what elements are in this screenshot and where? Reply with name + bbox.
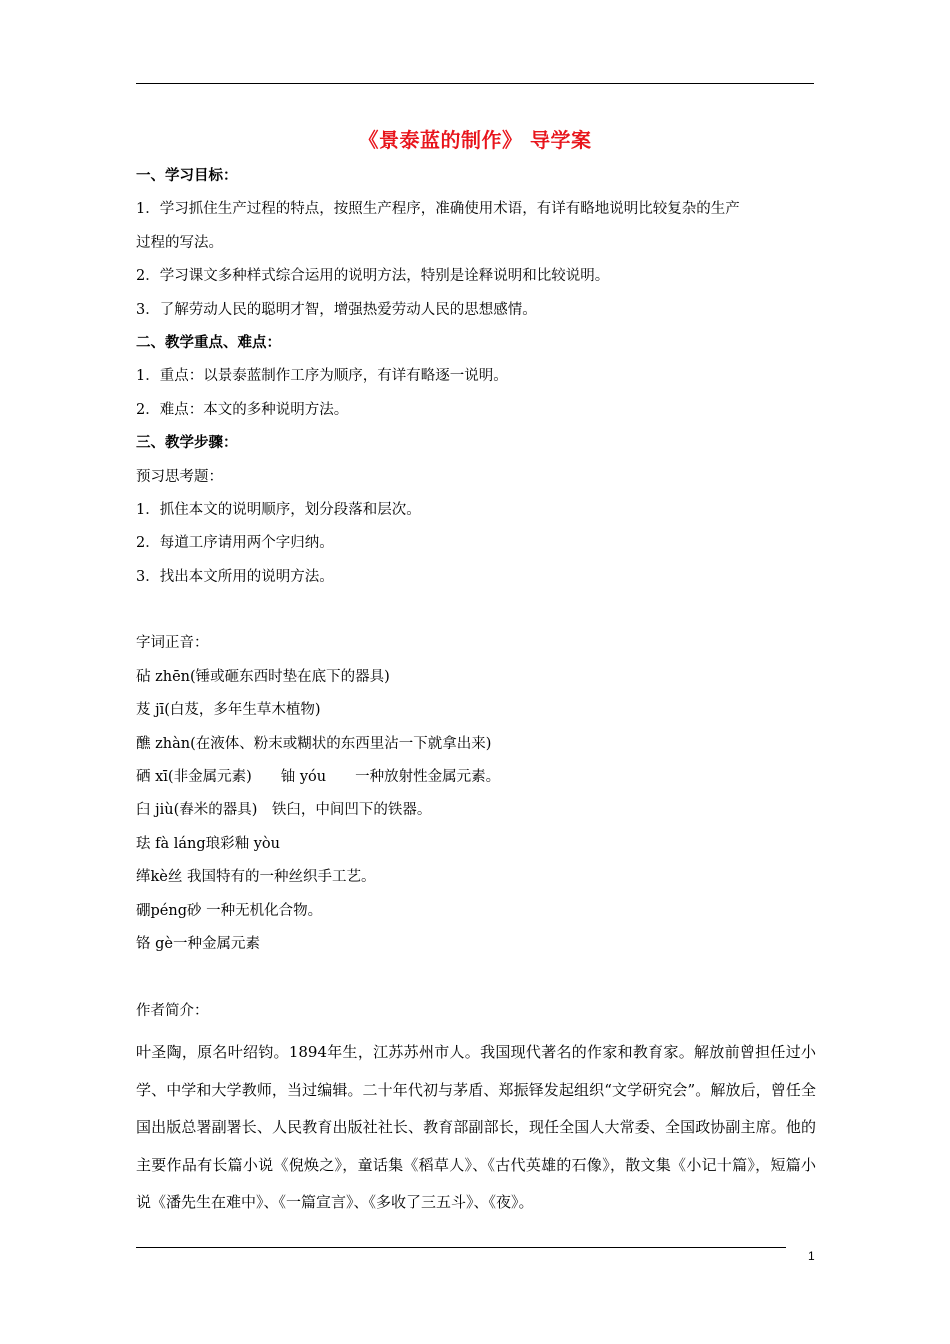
preview-label: 预习思考题：: [136, 468, 223, 485]
footer-rule: [136, 1247, 786, 1248]
pronunciation-item: 珐 fà láng琅彩釉 yòu: [136, 835, 281, 852]
goal-item: 2．学习课文多种样式综合运用的说明方法，特别是诠释说明和比较说明。: [136, 268, 610, 285]
author-bio: 叶圣陶，原名叶绍钧。1894年生，江苏苏州市人。我国现代著名的作家和教育家。解放前曾担任过小学、中学和大学教师，当过编辑。二十年代初与茅盾、郑振铎发起组织“文学研究会”。解放后，曾任全国出版总署副署长、人民教育出版社社长、教育部副部长，现任全国人大常委、全国政协副主席。他的主要作品有长篇小说《倪焕之》，童话集《稻草人》、《古代英雄的石像》，散文集《小记十篇》，短篇小说《潘先生在难中》、《一篇宣言》、《多收了三五斗》、《夜》。: [136, 1043, 816, 1212]
pronunciation-item: 缂kè丝 我国特有的一种丝织手工艺。: [136, 869, 376, 886]
header-rule: [136, 83, 814, 84]
goal-item: 3．了解劳动人民的聪明才智，增强热爱劳动人民的思想感情。: [136, 301, 537, 318]
goal-item: 过程的写法。: [136, 234, 223, 251]
pronunciation-label: 字词正音：: [136, 635, 209, 652]
pronunciation-item: 硼péng砂 一种无机化合物。: [136, 902, 323, 919]
pronunciation-item: 臼 jiù(舂米的器具) 铁臼，中间凹下的铁器。: [136, 802, 432, 819]
step-item: 3．找出本文所用的说明方法。: [136, 568, 334, 585]
key-point-item: 2．难点：本文的多种说明方法。: [136, 401, 349, 418]
section-heading-key-points: 二、教学重点、难点：: [136, 334, 281, 351]
author-label: 作者简介：: [136, 1002, 209, 1019]
section-heading-goals: 一、学习目标：: [136, 168, 238, 184]
document-body: [136, 160, 816, 1222]
pronunciation-item: 砧 zhēn(锤或砸东西时垫在底下的器具): [136, 668, 390, 685]
goal-item: 1．学习抓住生产过程的特点，按照生产程序，准确使用术语，有详有略地说明比较复杂的生产: [136, 201, 740, 218]
page-number: 1: [808, 1249, 815, 1263]
pronunciation-item: 醮 zhàn(在液体、粉末或糊状的东西里沾一下就拿出来): [136, 735, 492, 752]
pronunciation-item: 硒 xī(非金属元素) 铀 yóu 一种放射性金属元素。: [136, 769, 501, 786]
pronunciation-item: 铬 gè一种金属元素: [136, 935, 260, 952]
document-title: 《景泰蓝的制作》 导学案: [358, 128, 592, 152]
section-heading-steps: 三、教学步骤：: [136, 435, 238, 452]
step-item: 2．每道工序请用两个字归纳。: [136, 535, 334, 552]
key-point-item: 1．重点：以景泰蓝制作工序为顺序，有详有略逐一说明。: [136, 368, 508, 385]
step-item: 1．抓住本文的说明顺序，划分段落和层次。: [136, 501, 421, 518]
pronunciation-item: 芨 jī(白芨，多年生草木植物): [136, 702, 321, 719]
